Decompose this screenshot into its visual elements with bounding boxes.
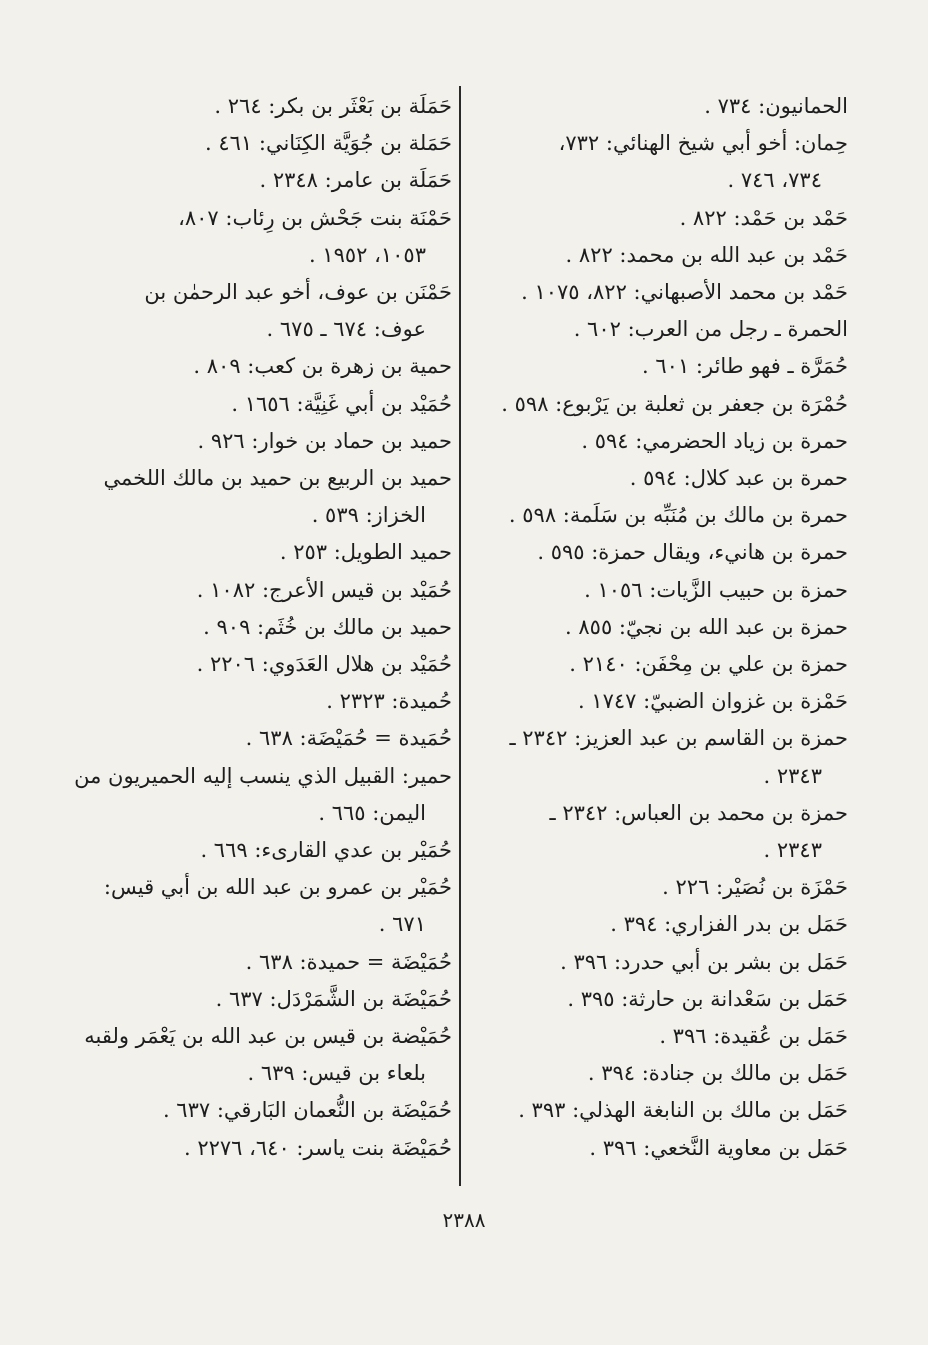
index-entry (74, 125, 452, 162)
index-entry (74, 758, 452, 832)
entry-text: حَمَل بن معاوية النَّخعي: ٣٩٦ . (589, 1135, 848, 1160)
index-entry (470, 1055, 848, 1092)
entry-text: حُمَيْضَة بن النُّعمان البَارقي: ٦٣٧ . (162, 1098, 452, 1123)
index-entry (470, 609, 848, 646)
index-entry (470, 423, 848, 460)
entry-continuation: عوف: ٦٧٤ ـ ٦٧٥ . (266, 317, 426, 342)
entry-text: حُمَيْضَة بن الشَّمَرْدَل: ٦٣٧ . (215, 986, 452, 1011)
index-entry (74, 1092, 452, 1129)
entry-text: حُميدة: ٢٣٢٣ . (326, 689, 452, 714)
index-entry (74, 460, 452, 534)
entry-text: حميد بن مالك بن خُثَم: ٩٠٩ . (203, 614, 452, 639)
entry-text: حمزة بن محمد بن العباس: ٢٣٤٢ ـ (549, 800, 848, 825)
index-entry (74, 534, 452, 571)
entry-text: حمزة بن القاسم بن عبد العزيز: ٢٣٤٢ ـ (509, 726, 848, 751)
entry-text: حُمَيْد بن قيس الأعرج: ١٠٨٢ . (196, 577, 452, 602)
entry-continuation: ٢٣٤٣ . (763, 763, 822, 788)
index-entry (470, 386, 848, 423)
entry-text: حَمَل بن مالك بن النابغة الهذلي: ٣٩٣ . (518, 1098, 848, 1123)
entry-text: حمرة بن زياد الحضرمي: ٥٩٤ . (581, 428, 848, 453)
index-entry (74, 1018, 452, 1092)
index-entry (470, 348, 848, 385)
entry-text: حمرة بن عبد كلال: ٥٩٤ . (629, 466, 848, 491)
index-entry (470, 683, 848, 720)
index-entry (470, 311, 848, 348)
entry-text: حَمَل بن مالك بن جنادة: ٣٩٤ . (587, 1061, 848, 1086)
entry-text: حميد بن حماد بن خوار: ٩٢٦ . (197, 428, 452, 453)
entry-text: حُمَيْد بن هلال العَدَوي: ٢٢٠٦ . (196, 652, 452, 677)
entry-text: الحمرة ـ رجل من العرب: ٦٠٢ . (573, 317, 848, 342)
entry-continuation: ٦٧١ . (378, 912, 426, 937)
entry-text: حُمَيْد بن أبي غَنِيَّة: ١٦٥٦ . (231, 391, 452, 416)
entry-text: الحمانيون: ٧٣٤ . (704, 94, 848, 118)
index-entry (74, 683, 452, 720)
entry-text: حمزة بن عبد الله بن نجيّ: ٨٥٥ . (565, 614, 848, 639)
index-entry (470, 1092, 848, 1129)
entry-text: حَمَلة بن جُوَيَّة الكِنَاني: ٤٦١ . (205, 131, 452, 156)
entry-text: حمزة بن علي بن مِحْفَن: ٢١٤٠ . (569, 652, 848, 677)
entry-text: حُمَيْضَة بنت ياسر: ٦٤٠، ٢٢٧٦ . (183, 1135, 452, 1160)
index-entry (470, 200, 848, 237)
index-entry (470, 460, 848, 497)
entry-text: حميد بن الربيع بن حميد بن مالك اللخمي (103, 466, 452, 491)
entry-text: حَمْد بن محمد الأصبهاني: ٨٢٢، ١٠٧٥ . (521, 280, 848, 305)
index-entry (470, 1130, 848, 1167)
index-entry (74, 720, 452, 757)
entry-text: حُمَيْر بن عدي القارىء: ٦٦٩ . (200, 838, 452, 863)
entry-text: حمير: القبيل الذي ينسب إليه الحميريون من (74, 763, 452, 788)
index-entry (74, 944, 452, 981)
entry-text: حَمَل بن بدر الفزاري: ٣٩٤ . (610, 912, 848, 937)
right-index-column (470, 88, 848, 1167)
index-entry (470, 1018, 848, 1055)
column-divider (459, 86, 461, 1186)
index-entry (470, 497, 848, 534)
entry-text: حَمْزَة بن نُصَيْر: ٢٢٦ . (662, 875, 848, 900)
index-entry (74, 386, 452, 423)
index-entry (470, 944, 848, 981)
index-entry (74, 162, 452, 199)
entry-continuation: ١٠٥٣، ١٩٥٢ . (308, 242, 426, 267)
index-entry (470, 795, 848, 869)
index-entry (74, 981, 452, 1018)
index-entry (470, 720, 848, 794)
index-entry (74, 1130, 452, 1167)
index-entry (74, 348, 452, 385)
entry-text: حُمْرَة بن جعفر بن ثعلبة بن يَرْبوع: ٥٩٨ . (501, 391, 848, 416)
index-entry (470, 906, 848, 943)
index-entry (74, 274, 452, 348)
index-entry (470, 274, 848, 311)
index-entry (74, 423, 452, 460)
entry-continuation: ٢٣٤٣ . (763, 838, 822, 863)
entry-text: حَمْنَن بن عوف، أخو عبد الرحمٰن بن (144, 280, 452, 305)
entry-text: حمزة بن حبيب الزَّيات: ١٠٥٦ . (584, 577, 848, 602)
entry-text: حمية بن زهرة بن كعب: ٨٠٩ . (193, 354, 452, 379)
entry-text: حَمَل بن عُقيدة: ٣٩٦ . (659, 1024, 848, 1049)
left-index-column (74, 88, 452, 1167)
entry-text: حَمْنَة بنت جَحْش بن رِئاب: ٨٠٧، (178, 205, 452, 230)
entry-text: حَمَل بن سَعْدانة بن حارثة: ٣٩٥ . (567, 986, 848, 1011)
index-entry (74, 572, 452, 609)
index-entry (74, 200, 452, 274)
entry-text: حَمْد بن حَمْد: ٨٢٢ . (679, 205, 848, 230)
index-entry (470, 981, 848, 1018)
entry-continuation: الخزاز: ٥٣٩ . (311, 503, 426, 528)
index-entry (470, 869, 848, 906)
index-entry (74, 609, 452, 646)
index-entry (74, 832, 452, 869)
entry-text: حِمان: أخو أبي شيخ الهنائي: ٧٣٢، (558, 131, 848, 156)
index-entry (470, 237, 848, 274)
index-entry (470, 646, 848, 683)
entry-text: حَمَلَة بن عامر: ٢٣٤٨ . (259, 168, 452, 193)
entry-text: حَمْزة بن غزوان الضبيّ: ١٧٤٧ . (577, 689, 848, 714)
entry-continuation: اليمن: ٦٦٥ . (318, 800, 426, 825)
entry-text: حمرة بن هانيء، ويقال حمزة: ٥٩٥ . (537, 540, 848, 565)
index-entry (74, 869, 452, 943)
index-entry (470, 534, 848, 571)
entry-text: حُمَيْر بن عمرو بن عبد الله بن أبي قيس: (103, 875, 452, 900)
index-entry (74, 646, 452, 683)
entry-text: حَمْد بن عبد الله بن محمد: ٨٢٢ . (565, 242, 848, 267)
entry-text: حَمَلَة بن بَعْثَر بن بكر: ٢٦٤ . (214, 94, 452, 118)
index-entry (470, 572, 848, 609)
entry-text: حُمَيْضَة = حميدة: ٦٣٨ . (245, 949, 452, 974)
entry-text: حُمَرَّة ـ فهو طائر: ٦٠١ . (642, 354, 848, 379)
index-entry (470, 88, 848, 125)
index-entry (74, 88, 452, 125)
entry-text: حميد الطويل: ٢٥٣ . (279, 540, 452, 565)
page-number: ٢٣٨٨ (442, 1208, 486, 1232)
index-entry (470, 125, 848, 199)
entry-text: حمرة بن مالك بن مُنَبِّه بن سَلَمة: ٥٩٨ . (508, 503, 848, 528)
entry-text: حُمَيْضة بن قيس بن عبد الله بن يَعْمَر ولقبه (84, 1024, 452, 1049)
entry-continuation: بلعاء بن قيس: ٦٣٩ . (247, 1061, 426, 1086)
entry-text: حُمَيدة = حُمَيْضَة: ٦٣٨ . (245, 726, 452, 751)
entry-text: حَمَل بن بشر بن أبي حدرد: ٣٩٦ . (560, 949, 848, 974)
entry-continuation: ٧٣٤، ٧٤٦ . (727, 168, 822, 193)
